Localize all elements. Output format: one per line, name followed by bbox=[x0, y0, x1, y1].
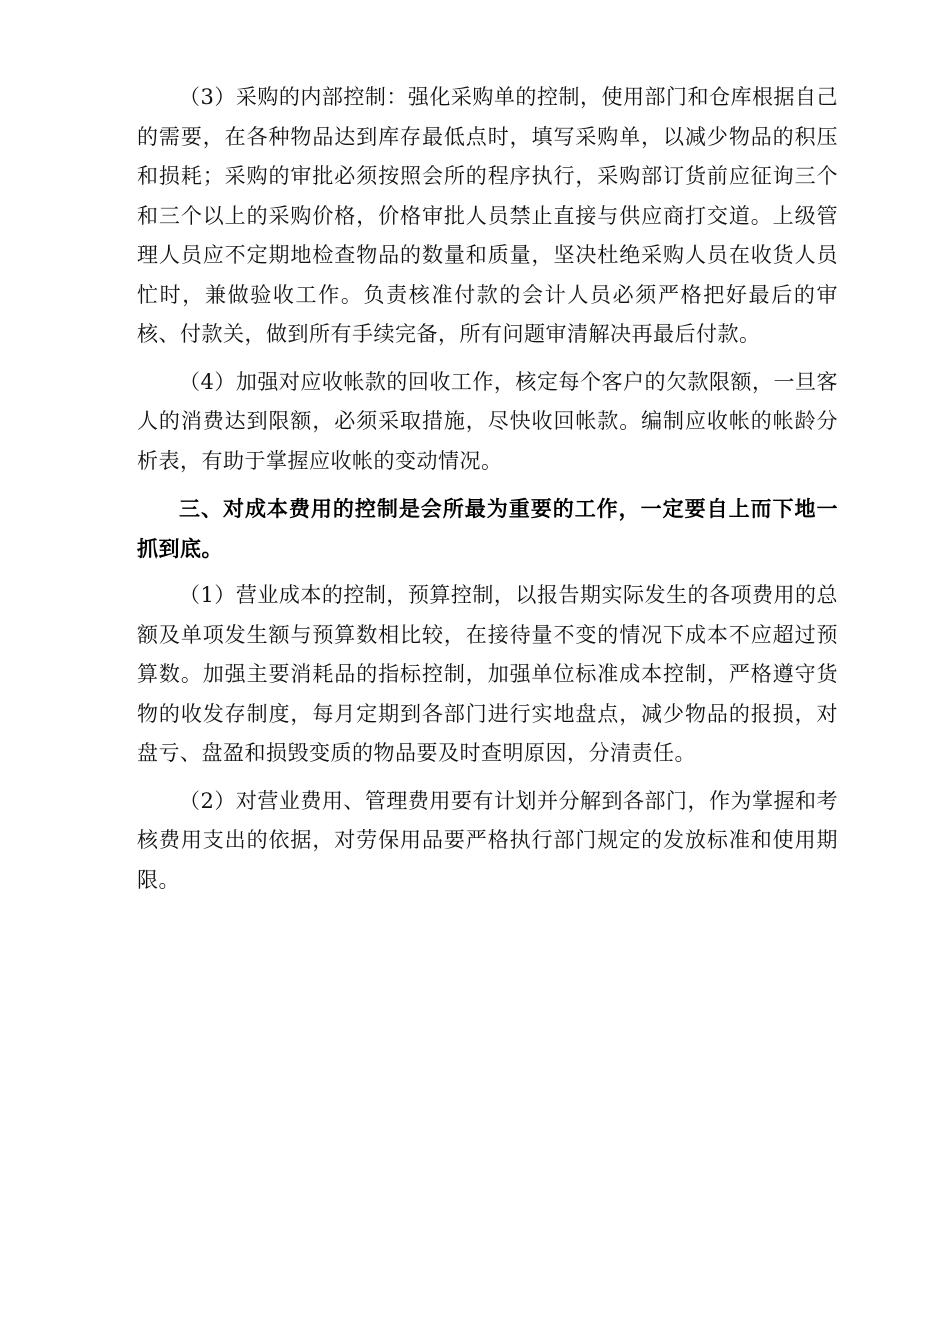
section-heading-cost-control: 三、对成本费用的控制是会所最为重要的工作，一定要自上而下地一抓到底。 bbox=[137, 497, 838, 561]
paragraph-receivables-collection: （4）加强对应收帐款的回收工作，核定每个客户的欠款限额，一旦客人的消费达到限额，必须采取措施，尽快收回帐款。编制应收帐的帐龄分析表，有助于掌握应收帐的变动情况。 bbox=[137, 369, 838, 473]
document-body bbox=[137, 78, 838, 900]
paragraph-purchase-internal-control: （3）采购的内部控制：强化采购单的控制，使用部门和仓库根据自己的需要，在各种物品达到库存最低点时，填写采购单，以减少物品的积压和损耗；采购的审批必须按照会所的程序执行，采购部订货前应征询三个和三个以上的采购价格，价格审批人员禁止直接与供应商打交道。上级管理人员应不定期地检查物品的数量和质量，坚决杜绝采购人员在收货人员忙时，兼做验收工作。负责核准付款的会计人员必须严格把好最后的审核、付款关，做到所有手续完备，所有问题审清解决再最后付款。 bbox=[137, 85, 838, 346]
paragraph-operating-expense-plan: （2）对营业费用、管理费用要有计划并分解到各部门，作为掌握和考核费用支出的依据，对劳保用品要严格执行部门规定的发放标准和使用期限。 bbox=[137, 788, 838, 892]
paragraph-operating-cost-control: （1）营业成本的控制，预算控制，以报告期实际发生的各项费用的总额及单项发生额与预算数相比较，在接待量不变的情况下成本不应超过预算数。加强主要消耗品的指标控制，加强单位标准成本控制，严格遵守货物的收发存制度，每月定期到各部门进行实地盘点，减少物品的报损，对盘亏、盘盈和损毁变质的物品要及时查明原因，分清责任。 bbox=[137, 583, 838, 765]
